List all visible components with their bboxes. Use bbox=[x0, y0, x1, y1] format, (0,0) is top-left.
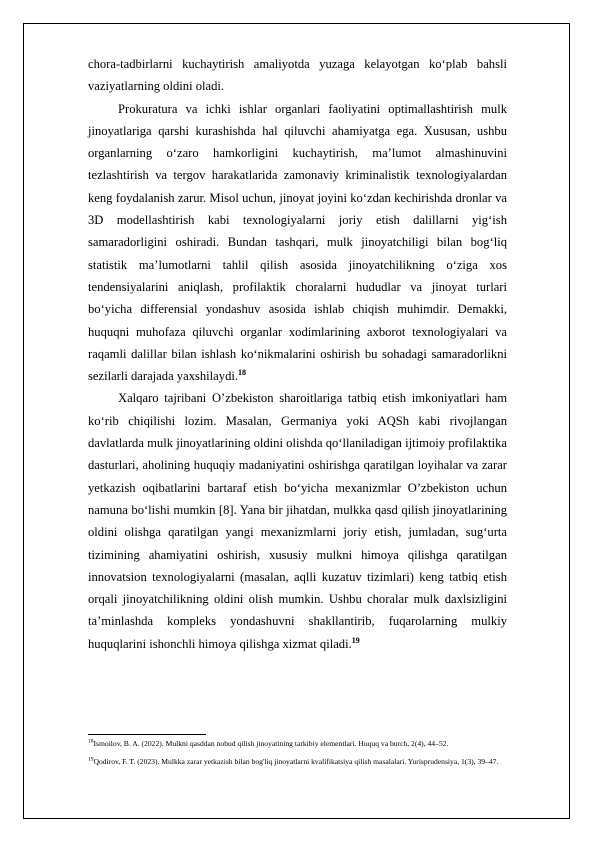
document-body bbox=[88, 53, 507, 655]
footnote-number: 19 bbox=[88, 756, 94, 763]
paragraph-1 bbox=[88, 53, 507, 98]
paragraph-1-text: chora-tadbirlarni kuchaytirish amaliyotda yuzaga kelayotgan ko‘plab bahsli vaziyatlarning oldini oladi. bbox=[88, 57, 507, 94]
footnote-separator bbox=[88, 734, 206, 735]
footnote-text: Ismoilov, B. A. (2022). Mulkni qasddan nobud qilish jinoyatining tarkibiy elementlari. Huquq va burch, 2(4), 44–52. bbox=[93, 739, 449, 748]
footnotes bbox=[88, 738, 507, 774]
footnote-ref-19[interactable]: 19 bbox=[351, 635, 360, 645]
paragraph-2-text: Prokuratura va ichki ishlar organlari faoliyatini optimallashtirish mulk jinoyatlariga qarshi kurashishda hal qiluvchi ahamiyatga ega. Xususan, ushbu organlarning o‘zaro hamkorligini kuchaytirish, ma’lumot almashinuvini tezlashtirish va tergov harakatlarida zamonaviy kriminalistik texnologiyalardan keng foydalanish zarur. Misol uchun, jinoyat joyini ko‘zdan kechirishda dronlar va 3D modellashtirish kabi texnologiyalarni joriy etish dalillarni yig‘ish samaradorligini oshiradi. Bundan tashqari, mulk jinoyatchiligi bilan bog‘liq statistik ma’lumotlarni tahlil qilish asosida jinoyatchilikning o‘ziga xos tendensiyalarini aniqlash, profilaktik choralarni hududlar va jinoyat turlari bo‘yicha differensial yondashuv asosida ishlab chiqish muhimdir. Demakki, huquqni muhofaza qiluvchi organlar xodimlarining axborot texnologiyalari va raqamli dalillar bilan ishlash ko‘nikmalarini oshirish bu sohadagi samaradorlikni sezilarli darajada yaxshilaydi. bbox=[88, 101, 507, 384]
footnote-ref-18[interactable]: 18 bbox=[238, 367, 247, 377]
paragraph-2 bbox=[88, 98, 507, 388]
footnote-number: 18 bbox=[88, 738, 94, 745]
footnote-18 bbox=[88, 738, 507, 750]
paragraph-3 bbox=[88, 387, 507, 655]
paragraph-3-text: Xalqaro tajribani O’zbekiston sharoitlariga tatbiq etish imkoniyatlari ham ko‘rib chiqilishi lozim. Masalan, Germaniya yoki AQSh kabi rivojlangan davlatlarda mulk jinoyatlarining oldini olishda qo‘llaniladigan ijtimoiy profilaktika dasturlari, aholining huquqiy madaniyatini oshirishga qaratilgan loyihalar va zarar yetkazish oqibatlarini bartaraf etish bo‘yicha mexanizmlar O’zbekiston uchun namuna bo‘lishi mumkin [8]. Yana bir jihatdan, mulkka qasd qilish jinoyatlarining oldini olishga qaratilgan yangi mexanizmlarni joriy etish, jumladan, sug‘urta tizimining ahamiyatini oshirish, xususiy mulkni himoya qilishga qaratilgan innovatsion texnologiyalarni (masalan, aqlli kuzatuv tizimlari) keng tatbiq etish orqali jinoyatchilikning oldini olish mumkin. Ushbu choralar mulk daxlsizligini ta’minlashda kompleks yondashuvni shakllantirib, fuqarolarning mulkiy huquqlarini ishonchli himoya qilishga xizmat qiladi. bbox=[88, 391, 507, 651]
footnote-text: Qodirov, F. T. (2023). Mulkka zarar yetkazish bilan bog'liq jinoyatlarni kvalifikatsiya qilish masalalari. Yurisprudensiya, 1(3), 39–47. bbox=[93, 757, 499, 766]
footnote-19 bbox=[88, 756, 507, 768]
